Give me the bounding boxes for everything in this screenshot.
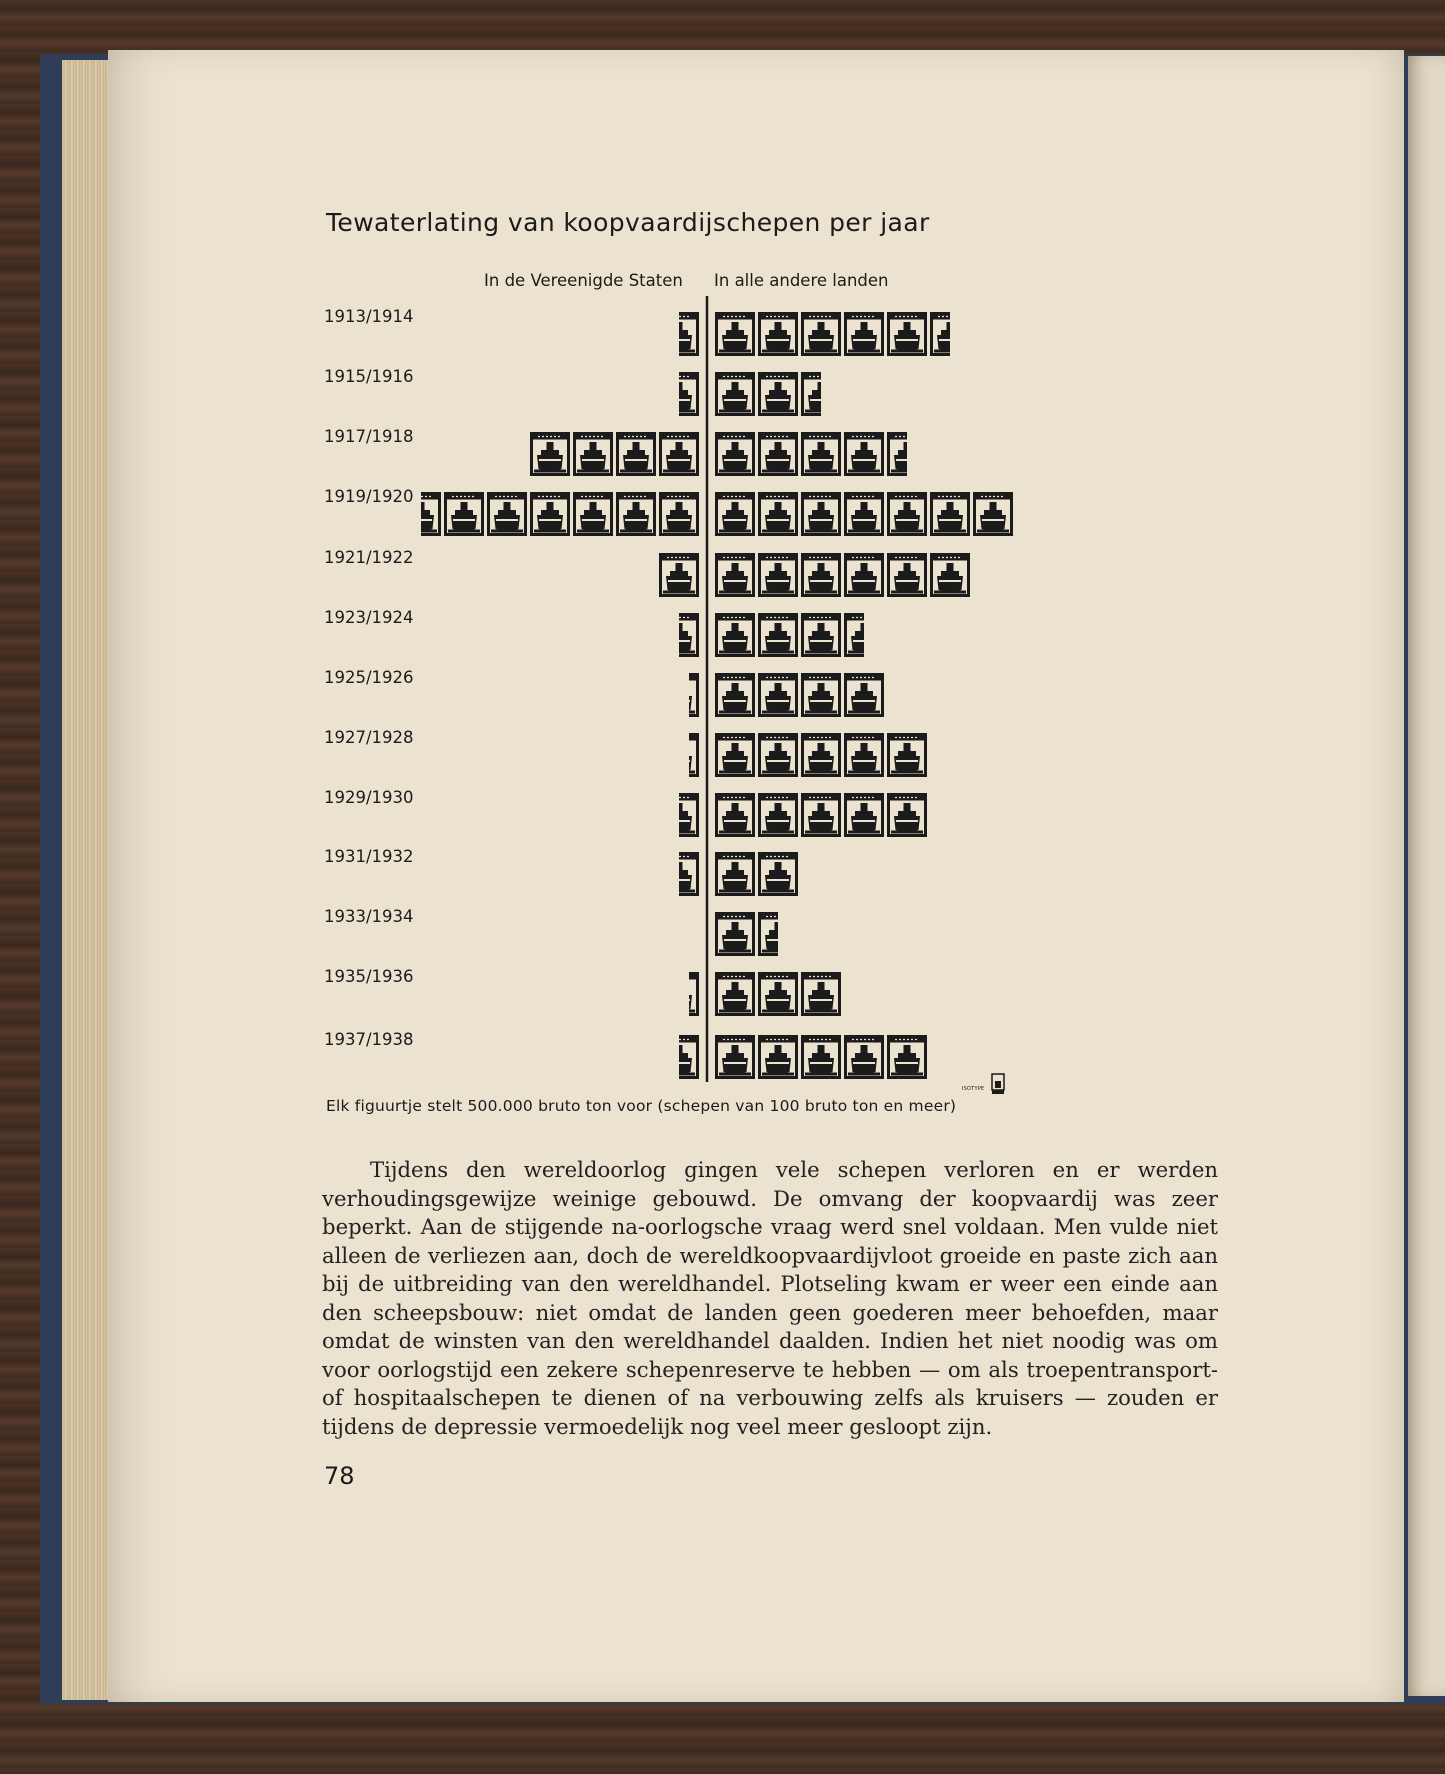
year-label: 1915/1916 — [324, 367, 414, 386]
ship-pictogram-other — [717, 675, 754, 716]
ship-pictogram-other — [803, 374, 840, 415]
ship-pictogram-us — [661, 314, 698, 355]
ship-pictogram-us — [489, 494, 526, 535]
ship-pictogram-other — [803, 615, 840, 656]
year-label: 1937/1938 — [324, 1030, 414, 1049]
ship-pictogram-other — [889, 434, 926, 475]
ship-pictogram-other — [889, 314, 926, 355]
ship-pictogram-other — [846, 494, 883, 535]
ship-pictogram-other — [760, 555, 797, 596]
ship-pictogram-other — [760, 1037, 797, 1078]
ship-pictogram-other — [803, 1037, 840, 1078]
left-column-label: In de Vereenigde Staten — [484, 271, 683, 290]
chart-caption: Elk figuurtje stelt 500.000 bruto ton voor (schepen van 100 bruto ton en meer) — [326, 1097, 957, 1115]
ship-pictogram-other — [760, 914, 797, 955]
ship-pictogram-other — [975, 494, 1012, 535]
ship-pictogram-other — [846, 555, 883, 596]
year-label: 1925/1926 — [324, 668, 414, 687]
ship-pictogram-other — [760, 795, 797, 836]
year-label: 1921/1922 — [324, 548, 414, 567]
ship-pictogram-other — [760, 675, 797, 716]
ship-pictogram-other — [846, 615, 883, 656]
ship-pictogram-other — [717, 914, 754, 955]
chart-title: Tewaterlating van koopvaardijschepen per jaar — [326, 208, 930, 237]
ship-pictogram-other — [717, 854, 754, 895]
ship-pictogram-other — [760, 854, 797, 895]
ship-pictogram-other — [889, 494, 926, 535]
ship-pictogram-other — [717, 555, 754, 596]
ship-pictogram-us — [532, 494, 569, 535]
ship-pictogram-other — [846, 1037, 883, 1078]
ship-pictogram-us — [661, 854, 698, 895]
ship-pictogram-other — [803, 795, 840, 836]
ship-pictogram-other — [760, 434, 797, 475]
year-label: 1931/1932 — [324, 847, 414, 866]
ship-pictogram-us — [661, 735, 698, 776]
ship-pictogram-other — [760, 974, 797, 1015]
ship-pictogram-other — [932, 555, 969, 596]
body-paragraph: Tijdens den wereldoorlog gingen vele schepen verloren en er werden verhoudingsgewijze weinige gebouwd. De omvang der koopvaardij was zeer beperkt. Aan de stijgende na-oorlogsche vraag werd snel voldaan. Men vulde niet alleen de verliezen aan, doch de wereldkoopvaardijvloot groeide en paste zich aan bij de uitbreiding van den wereldhandel. Plotseling kwam er weer een einde aan den scheepsbouw: niet omdat de landen geen goederen meer behoefden, maar omdat de winsten van den wereldhandel daalden. Indien het niet noodig was om voor oorlogstijd een zekere schepenreserve te hebben — om als troepentransport- of hospitaalschepen te dienen of na verbouwing zelfs als kruisers — zouden er tijdens de depressie vermoedelijk nog veel meer gesloopt zijn. — [322, 1157, 1218, 1439]
ship-pictogram-other — [889, 1037, 926, 1078]
year-label: 1927/1928 — [324, 728, 414, 747]
year-label: 1923/1924 — [324, 608, 414, 627]
ship-pictogram-us — [661, 675, 698, 716]
ship-pictogram-other — [846, 735, 883, 776]
logo-label: ISOTYPE — [962, 1086, 985, 1092]
ship-pictogram-us — [575, 434, 612, 475]
ship-pictogram-us — [575, 494, 612, 535]
ship-pictogram-other — [717, 735, 754, 776]
ship-pictogram-us — [618, 434, 655, 475]
ship-pictogram-us — [618, 494, 655, 535]
ship-pictogram-other — [846, 314, 883, 355]
ship-pictogram-us — [661, 494, 698, 535]
ship-pictogram-us — [661, 555, 698, 596]
ship-pictogram-other — [717, 615, 754, 656]
year-label: 1913/1914 — [324, 307, 414, 326]
ship-pictogram-other — [803, 494, 840, 535]
right-column-label: In alle andere landen — [714, 271, 889, 290]
ship-pictogram-us — [661, 374, 698, 415]
ship-pictogram-us — [661, 974, 698, 1015]
year-label: 1929/1930 — [324, 788, 414, 807]
ship-pictogram-other — [717, 434, 754, 475]
ship-pictogram-other — [760, 374, 797, 415]
ship-pictogram-other — [803, 434, 840, 475]
ship-pictogram-other — [803, 314, 840, 355]
ship-pictogram-other — [717, 494, 754, 535]
ship-pictogram-other — [717, 795, 754, 836]
ship-pictogram-other — [889, 735, 926, 776]
year-label: 1917/1918 — [324, 427, 414, 446]
ship-pictogram-other — [803, 555, 840, 596]
year-label: 1935/1936 — [324, 967, 414, 986]
ship-pictogram-us — [532, 434, 569, 475]
ship-pictogram-other — [717, 314, 754, 355]
ship-pictogram-other — [717, 374, 754, 415]
ship-pictogram-us — [446, 494, 483, 535]
ship-pictogram-other — [889, 555, 926, 596]
ship-pictogram-other — [760, 494, 797, 535]
ship-pictogram-other — [717, 974, 754, 1015]
ship-pictogram-other — [846, 434, 883, 475]
ship-pictogram-us — [661, 1037, 698, 1078]
ship-pictogram-us — [661, 795, 698, 836]
ship-pictogram-other — [760, 314, 797, 355]
ship-pictogram-other — [846, 795, 883, 836]
ship-pictogram-other — [760, 615, 797, 656]
ship-pictogram-other — [717, 1037, 754, 1078]
ship-pictogram-other — [932, 314, 969, 355]
ship-pictogram-other — [760, 735, 797, 776]
ship-pictogram-other — [803, 735, 840, 776]
ship-pictogram-us — [661, 615, 698, 656]
year-label: 1919/1920 — [324, 487, 414, 506]
ship-pictogram-other — [846, 675, 883, 716]
ship-pictogram-other — [803, 974, 840, 1015]
isotype-logo — [962, 1072, 1008, 1102]
page-number: 78 — [324, 1462, 355, 1490]
ship-pictogram-us — [661, 434, 698, 475]
year-label: 1933/1934 — [324, 907, 414, 926]
ship-pictogram-other — [889, 795, 926, 836]
ship-pictogram-other — [803, 675, 840, 716]
ship-pictogram-other — [932, 494, 969, 535]
